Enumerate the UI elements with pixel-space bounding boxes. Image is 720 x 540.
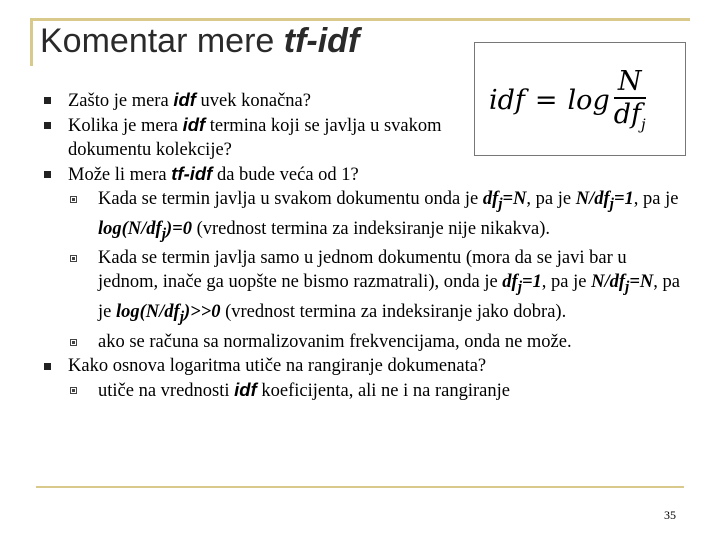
- bullet-square-icon: [44, 171, 51, 178]
- sub-text: ako se računa sa normalizovanim frekvencijama, onda ne može.: [98, 331, 572, 352]
- sub-item-4: [44, 378, 684, 403]
- bullet-emphasis: tf-idf: [171, 163, 213, 184]
- bullet-text: Kolika je mera: [68, 116, 183, 136]
- sub-text: (vrednost termina za indeksiranje nije nikakva).: [191, 218, 551, 239]
- sub-text: , pa je: [633, 189, 679, 209]
- footer-rule: [36, 486, 684, 488]
- checkbox-bullet-icon: [70, 339, 77, 346]
- bullet-square-icon: [44, 97, 51, 104]
- bullet-item-2: [44, 113, 463, 162]
- bullet-item-4: [44, 354, 684, 378]
- bullet-text: Može li mera: [68, 165, 172, 185]
- bullet-list: [44, 88, 684, 403]
- bullet-text: da bude veća od 1?: [212, 165, 359, 185]
- sub-text: , pa je: [526, 189, 576, 209]
- title-frame-left: [30, 18, 33, 66]
- sub-item-2: [44, 246, 684, 329]
- sub-emphasis: idf: [234, 378, 257, 400]
- math-log: $\log(N/df_j)>>0$: [115, 302, 221, 326]
- bullet-text: termina koji se javlja u svakom dokumentu kolekcije?: [68, 116, 442, 160]
- math-log: $\log(N/df_j)=0$: [98, 218, 192, 243]
- formula-equals: =: [534, 84, 558, 116]
- sub-text: koeficijenta, ali ne i na rangiranje: [256, 380, 510, 401]
- formula-numerator: N: [617, 66, 642, 97]
- sub-item-3: [44, 330, 684, 354]
- checkbox-bullet-icon: [70, 196, 77, 203]
- checkbox-bullet-icon: [70, 255, 77, 262]
- page-number: 35: [664, 508, 676, 522]
- title-prefix: Komentar mere: [40, 22, 284, 60]
- math-df: $df_j=N$: [482, 189, 527, 213]
- sub-text: Kada se termin javlja samo u jednom dokumentu (mora da se javi bar u jednom, inače ga uopšte ne bismo razmatrali), onda je: [98, 248, 627, 293]
- bullet-square-icon: [44, 122, 51, 129]
- math-df: $df_j=1$: [502, 272, 542, 297]
- sub-text: , pa je: [98, 272, 680, 323]
- sub-text: (vrednost termina za indeksiranje jako dobra).: [220, 302, 567, 323]
- bullet-item-1: [44, 88, 684, 113]
- formula-log: log: [567, 84, 610, 116]
- formula-lhs: idf: [489, 84, 525, 116]
- bullet-emphasis: idf: [173, 89, 196, 110]
- bullet-emphasis: idf: [182, 114, 206, 135]
- checkbox-bullet-icon: [70, 387, 77, 394]
- denominator-text: df: [613, 98, 642, 130]
- title-frame-top: [30, 18, 690, 21]
- bullet-text: Kako osnova logaritma utiče na rangiranje dokumenata?: [68, 355, 487, 376]
- bullet-text: uvek konačna?: [195, 91, 311, 111]
- bullet-text: Zašto je mera: [68, 91, 174, 111]
- bullet-item-3: [44, 162, 684, 187]
- title-emphasis: tf-idf: [283, 22, 360, 60]
- sub-text: Kada se termin javlja u svakom dokumentu onda je: [98, 189, 483, 209]
- sub-item-1: [44, 187, 684, 246]
- bullet-square-icon: [44, 363, 51, 370]
- math-ndf: $N/df_j=N$: [591, 272, 654, 297]
- denominator-subscript: j: [641, 115, 646, 134]
- sub-text: utiče na vrednosti: [98, 380, 235, 401]
- slide-title: [40, 22, 359, 61]
- math-ndf: $N/df_j=1$: [575, 189, 634, 213]
- sub-text: , pa je: [541, 272, 592, 293]
